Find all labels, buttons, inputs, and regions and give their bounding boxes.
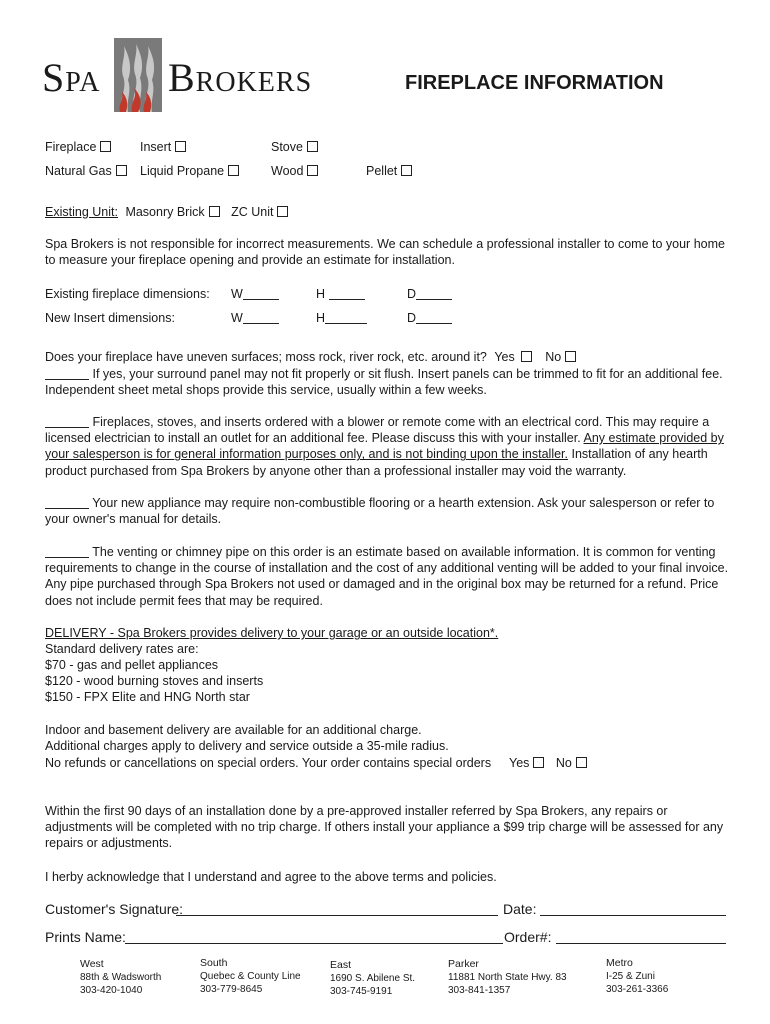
flooring-initials-blank[interactable] — [45, 497, 89, 509]
date-label: Date: — [503, 901, 537, 917]
acknowledgement: I herby acknowledge that I understand and agree to the above terms and policies. — [45, 870, 497, 884]
zc-unit-checkbox[interactable] — [277, 206, 288, 217]
pellet-checkbox[interactable] — [401, 165, 412, 176]
venting-text: The venting or chimney pipe on this order is an estimate based on available information. It is common for venting requirements to change in the course of installation and the cost of any additional venting will be added to your final invoice. Any pipe purchased through Spa Brokers not used or damaged and in the original box may be returned for a refund. Price does not include permit fees that may be required. — [45, 545, 729, 608]
location-address: 1690 S. Abilene St. — [330, 973, 416, 984]
uneven-yes-checkbox[interactable] — [521, 351, 532, 362]
existing-unit-row — [45, 204, 288, 220]
location-west — [80, 958, 161, 997]
option-wood[interactable] — [271, 163, 318, 179]
option-natural-gas[interactable] — [45, 163, 127, 179]
location-east — [330, 959, 415, 998]
option-pellet-label: Pellet — [366, 164, 398, 178]
prints-name-input[interactable] — [125, 943, 503, 944]
masonry-brick-checkbox[interactable] — [209, 206, 220, 217]
option-liquid-propane-label: Liquid Propane — [140, 164, 225, 178]
location-name: South — [200, 957, 228, 969]
wood-checkbox[interactable] — [307, 165, 318, 176]
location-name: East — [330, 959, 352, 971]
option-pellet[interactable] — [366, 163, 412, 179]
option-wood-label: Wood — [271, 164, 304, 178]
electrical-paragraph — [45, 414, 735, 479]
fireplace-checkbox[interactable] — [100, 141, 111, 152]
radius-note: Additional charges apply to delivery and service outside a 35-mile radius. — [45, 739, 449, 753]
delivery-rate-item: $150 - FPX Elite and HNG North star — [45, 690, 250, 704]
logo — [40, 38, 345, 113]
prints-name-label: Prints Name: — [45, 929, 126, 945]
electrical-emphasis: Any estimate provided by your salesperson is for general information purposes only, and is not binding upon the installer. — [45, 431, 724, 462]
location-phone: 303-745-9191 — [330, 986, 393, 997]
location-phone: 303-261-3366 — [606, 984, 669, 995]
uneven-no-checkbox[interactable] — [565, 351, 576, 362]
special-no-label: No — [555, 756, 572, 770]
uneven-paragraph — [45, 366, 735, 398]
location-address: I-25 & Zuni — [606, 971, 655, 982]
uneven-text: If yes, your surround panel may not fit properly or sit flush. Insert panels can be trimmed to fit for an additional fee. Independent sheet metal shops provide this service, usually within a few weeks. — [45, 367, 723, 398]
special-yes-checkbox[interactable] — [533, 757, 544, 768]
location-address: Quebec & County Line — [200, 971, 301, 982]
order-number-input[interactable] — [556, 943, 726, 944]
electrical-initials-blank[interactable] — [45, 416, 89, 428]
logo-brokers-text: Brokers — [168, 55, 313, 100]
customer-signature-input[interactable] — [176, 915, 498, 916]
venting-initials-blank[interactable] — [45, 546, 89, 558]
new-width[interactable] — [231, 310, 279, 326]
location-phone: 303-779-8645 — [200, 984, 263, 995]
customer-signature-label: Customer's Signature: — [45, 901, 184, 917]
existing-width-input[interactable] — [243, 288, 279, 300]
location-phone: 303-841-1357 — [448, 985, 511, 996]
location-address: 88th & Wadsworth — [80, 972, 162, 983]
special-yes-label: Yes — [509, 756, 530, 770]
venting-paragraph — [45, 544, 735, 609]
uneven-question: Does your fireplace have uneven surfaces; moss rock, river rock, etc. around it? — [45, 350, 487, 364]
option-liquid-propane[interactable] — [140, 163, 239, 179]
option-fireplace-label: Fireplace — [45, 140, 97, 154]
electrical-tail: Installation of any hearth product purchased from Spa Brokers by anyone other than a professional installer may void the warranty. — [45, 447, 708, 478]
indoor-delivery-note: Indoor and basement delivery are available for an additional charge. — [45, 723, 422, 737]
option-natural-gas-label: Natural Gas — [45, 164, 112, 178]
location-metro — [606, 957, 668, 996]
location-phone: 303-420-1040 — [80, 985, 143, 996]
existing-height-input[interactable] — [329, 288, 365, 300]
new-width-label: W — [231, 311, 243, 325]
special-no-checkbox[interactable] — [576, 757, 587, 768]
special-orders-note: No refunds or cancellations on special orders. Your order contains special orders — [45, 756, 492, 770]
order-number-label: Order#: — [504, 929, 552, 945]
delivery-rate-item: $70 - gas and pellet appliances — [45, 658, 219, 672]
delivery-heading: DELIVERY - Spa Brokers provides delivery to your garage or an outside location*. — [45, 626, 499, 640]
new-depth-input[interactable] — [416, 312, 452, 324]
zc-unit-label: ZC Unit — [231, 205, 274, 219]
location-name: Metro — [606, 957, 633, 969]
flame-logo-icon — [114, 38, 162, 112]
option-fireplace[interactable] — [45, 139, 111, 155]
electrical-text: Fireplaces, stoves, and inserts ordered with a blower or remote come with an electrical cord. This may require a licensed electrician to install an outlet for an additional fee. Please discuss this with your installer. — [45, 415, 710, 446]
existing-dimensions-label: Existing fireplace dimensions: — [45, 287, 210, 301]
new-depth-label: D — [407, 311, 417, 325]
new-dimensions-label: New Insert dimensions: — [45, 311, 175, 325]
existing-width-label: W — [231, 287, 243, 301]
location-address: 11881 North State Hwy. 83 — [448, 972, 567, 983]
uneven-initials-blank[interactable] — [45, 368, 89, 380]
natural-gas-checkbox[interactable] — [116, 165, 127, 176]
measurement-disclaimer: Spa Brokers is not responsible for incorrect measurements. We can schedule a professional installer to come to your home to measure your fireplace opening and provide an estimate for installation. — [45, 237, 725, 268]
location-parker — [448, 958, 567, 997]
delivery-rates-label: Standard delivery rates are: — [45, 642, 199, 656]
stove-checkbox[interactable] — [307, 141, 318, 152]
ninety-day-paragraph: Within the first 90 days of an installation done by a pre-approved installer referred by Spa Brokers, any repairs or adjustments will be completed with no trip charge. If others install your appliance a $99 trip charge will be assessed for any repairs or adjustments. — [45, 804, 724, 851]
uneven-no-label: No — [545, 350, 562, 364]
new-height-label: H — [316, 311, 326, 325]
date-input[interactable] — [540, 915, 726, 916]
uneven-yes-label: Yes — [494, 350, 515, 364]
existing-depth[interactable] — [407, 286, 452, 302]
new-depth[interactable] — [407, 310, 452, 326]
option-insert[interactable] — [140, 139, 186, 155]
option-stove[interactable] — [271, 139, 318, 155]
masonry-brick-label: Masonry Brick — [125, 205, 205, 219]
option-insert-label: Insert — [140, 140, 172, 154]
new-height-input[interactable] — [325, 312, 367, 324]
insert-checkbox[interactable] — [175, 141, 186, 152]
special-orders-options — [509, 755, 587, 771]
flooring-text: Your new appliance may require non-combustible flooring or a hearth extension. Ask your salesperson or refer to your owner's manual for details. — [45, 496, 715, 527]
location-south — [200, 957, 301, 996]
option-stove-label: Stove — [271, 140, 303, 154]
flooring-paragraph — [45, 495, 735, 527]
existing-width[interactable] — [231, 286, 279, 302]
logo-spa-text: Spa — [42, 55, 101, 100]
existing-height[interactable] — [316, 286, 365, 302]
uneven-question-row — [45, 349, 576, 365]
existing-height-label: H — [316, 287, 326, 301]
new-width-input[interactable] — [243, 312, 279, 324]
location-name: Parker — [448, 958, 479, 970]
existing-depth-input[interactable] — [416, 288, 452, 300]
location-name: West — [80, 958, 104, 970]
liquid-propane-checkbox[interactable] — [228, 165, 239, 176]
existing-depth-label: D — [407, 287, 417, 301]
delivery-rate-item: $120 - wood burning stoves and inserts — [45, 674, 264, 688]
existing-unit-label: Existing Unit: — [45, 205, 118, 219]
page-title: FIREPLACE INFORMATION — [405, 72, 664, 94]
new-height[interactable] — [316, 310, 367, 326]
